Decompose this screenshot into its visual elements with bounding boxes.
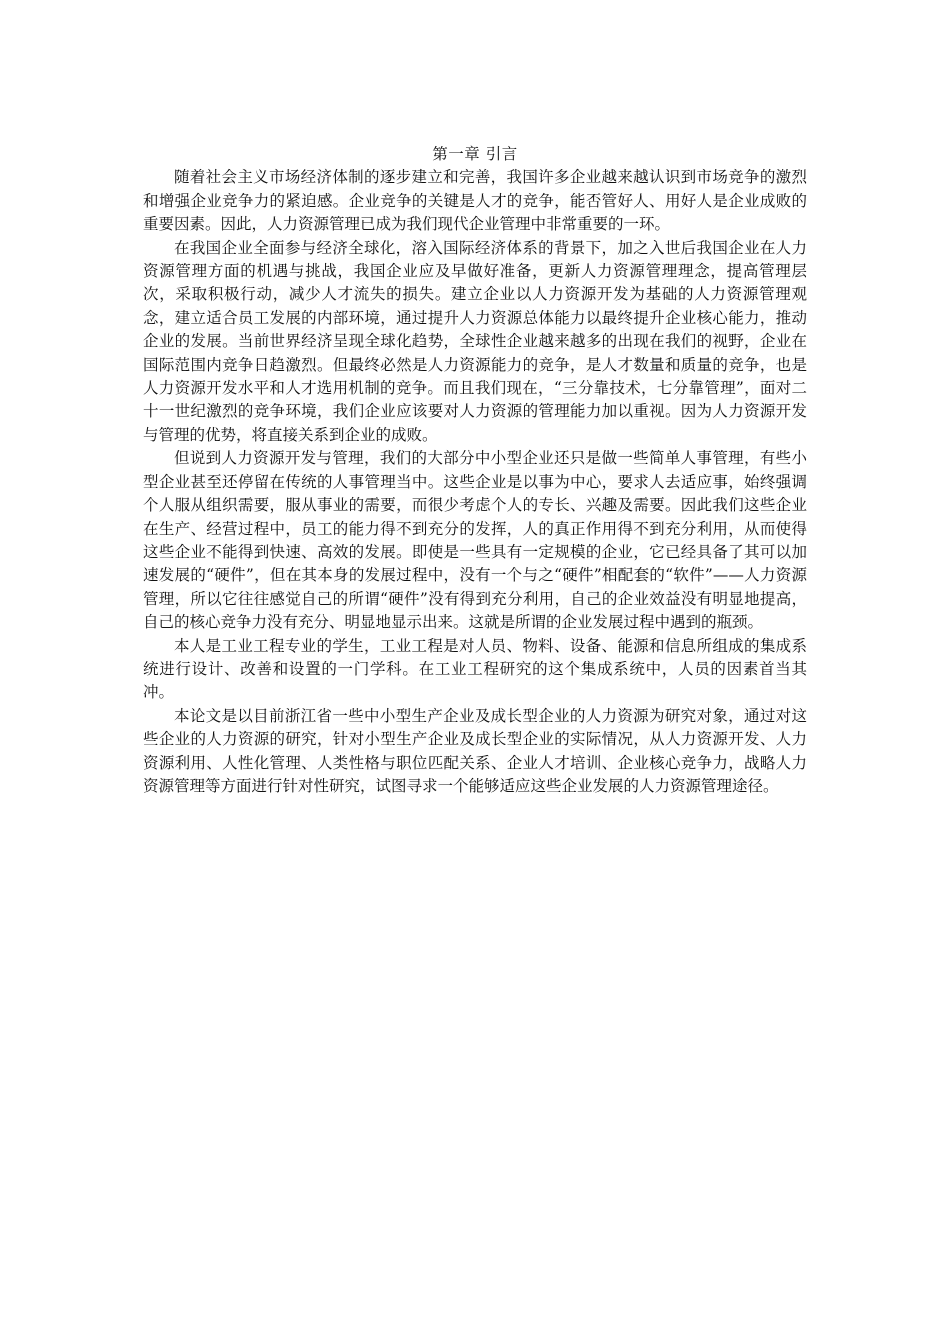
chapter-title: 第一章 引言 (432, 145, 518, 163)
paragraph: 在我国企业全面参与经济全球化，溶入国际经济体系的背景下，加之入世后我国企业在人力资源管理方面的机遇与挑战，我国企业应及早做好准备，更新人力资源管理理念，提高管理层次，采取积极行动，减少人才流失的损失。建立企业以人力资源开发为基础的人力资源管理观念，建立适合员工发展的内部环境，通过提升人力资源总体能力以最终提升企业核心能力，推动企业的发展。当前世界经济呈现全球化趋势，全球性企业越来越多的出现在我们的视野，企业在国际范围内竞争日趋激烈。但最终必然是人力资源能力的竞争，是人才数量和质量的竞争，也是人力资源开发水平和人才选用机制的竞争。而且我们现在，“三分靠技术，七分靠管理”，面对二十一世纪激烈的竞争环境，我们企业应该要对人力资源的管理能力加以重视。因为人力资源开发与管理的优势，将直接关系到企业的成败。 (143, 238, 807, 444)
paragraph: 随着社会主义市场经济体制的逐步建立和完善，我国许多企业越来越认识到市场竞争的激烈和增强企业竞争力的紧迫感。企业竞争的关键是人才的竞争，能否管好人、用好人是企业成败的重要因素。因此，人力资源管理已成为我们现代企业管理中非常重要的一环。 (143, 168, 807, 234)
document-body (143, 143, 807, 798)
paragraph: 本论文是以目前浙江省一些中小型生产企业及成长型企业的人力资源为研究对象，通过对这些企业的人力资源的研究，针对小型生产企业及成长型企业的实际情况，从人力资源开发、人力资源利用、人性化管理、人类性格与职位匹配关系、企业人才培训、企业核心竞争力，战略人力资源管理等方面进行针对性研究，试图寻求一个能够适应这些企业发展的人力资源管理途径。 (143, 706, 807, 795)
paragraph: 但说到人力资源开发与管理，我们的大部分中小型企业还只是做一些简单人事管理，有些小型企业甚至还停留在传统的人事管理当中。这些企业是以事为中心，要求人去适应事，始终强调个人服从组织需要，服从事业的需要，而很少考虑个人的专长、兴趣及需要。因此我们这些企业在生产、经营过程中，员工的能力得不到充分的发挥，人的真正作用得不到充分利用，从而使得这些企业不能得到快速、高效的发展。即使是一些具有一定规模的企业，它已经具备了其可以加速发展的“硬件”，但在其本身的发展过程中，没有一个与之“硬件”相配套的“软件”——人力资源管理，所以它往往感觉自己的所谓“硬件”没有得到充分利用，自己的企业效益没有明显地提高，自己的核心竞争力没有充分、明显地显示出来。这就是所谓的企业发展过程中遇到的瓶颈。 (143, 449, 807, 632)
paragraph: 本人是工业工程专业的学生，工业工程是对人员、物料、设备、能源和信息所组成的集成系统进行设计、改善和设置的一门学科。在工业工程研究的这个集成系统中，人员的因素首当其冲。 (143, 636, 807, 702)
